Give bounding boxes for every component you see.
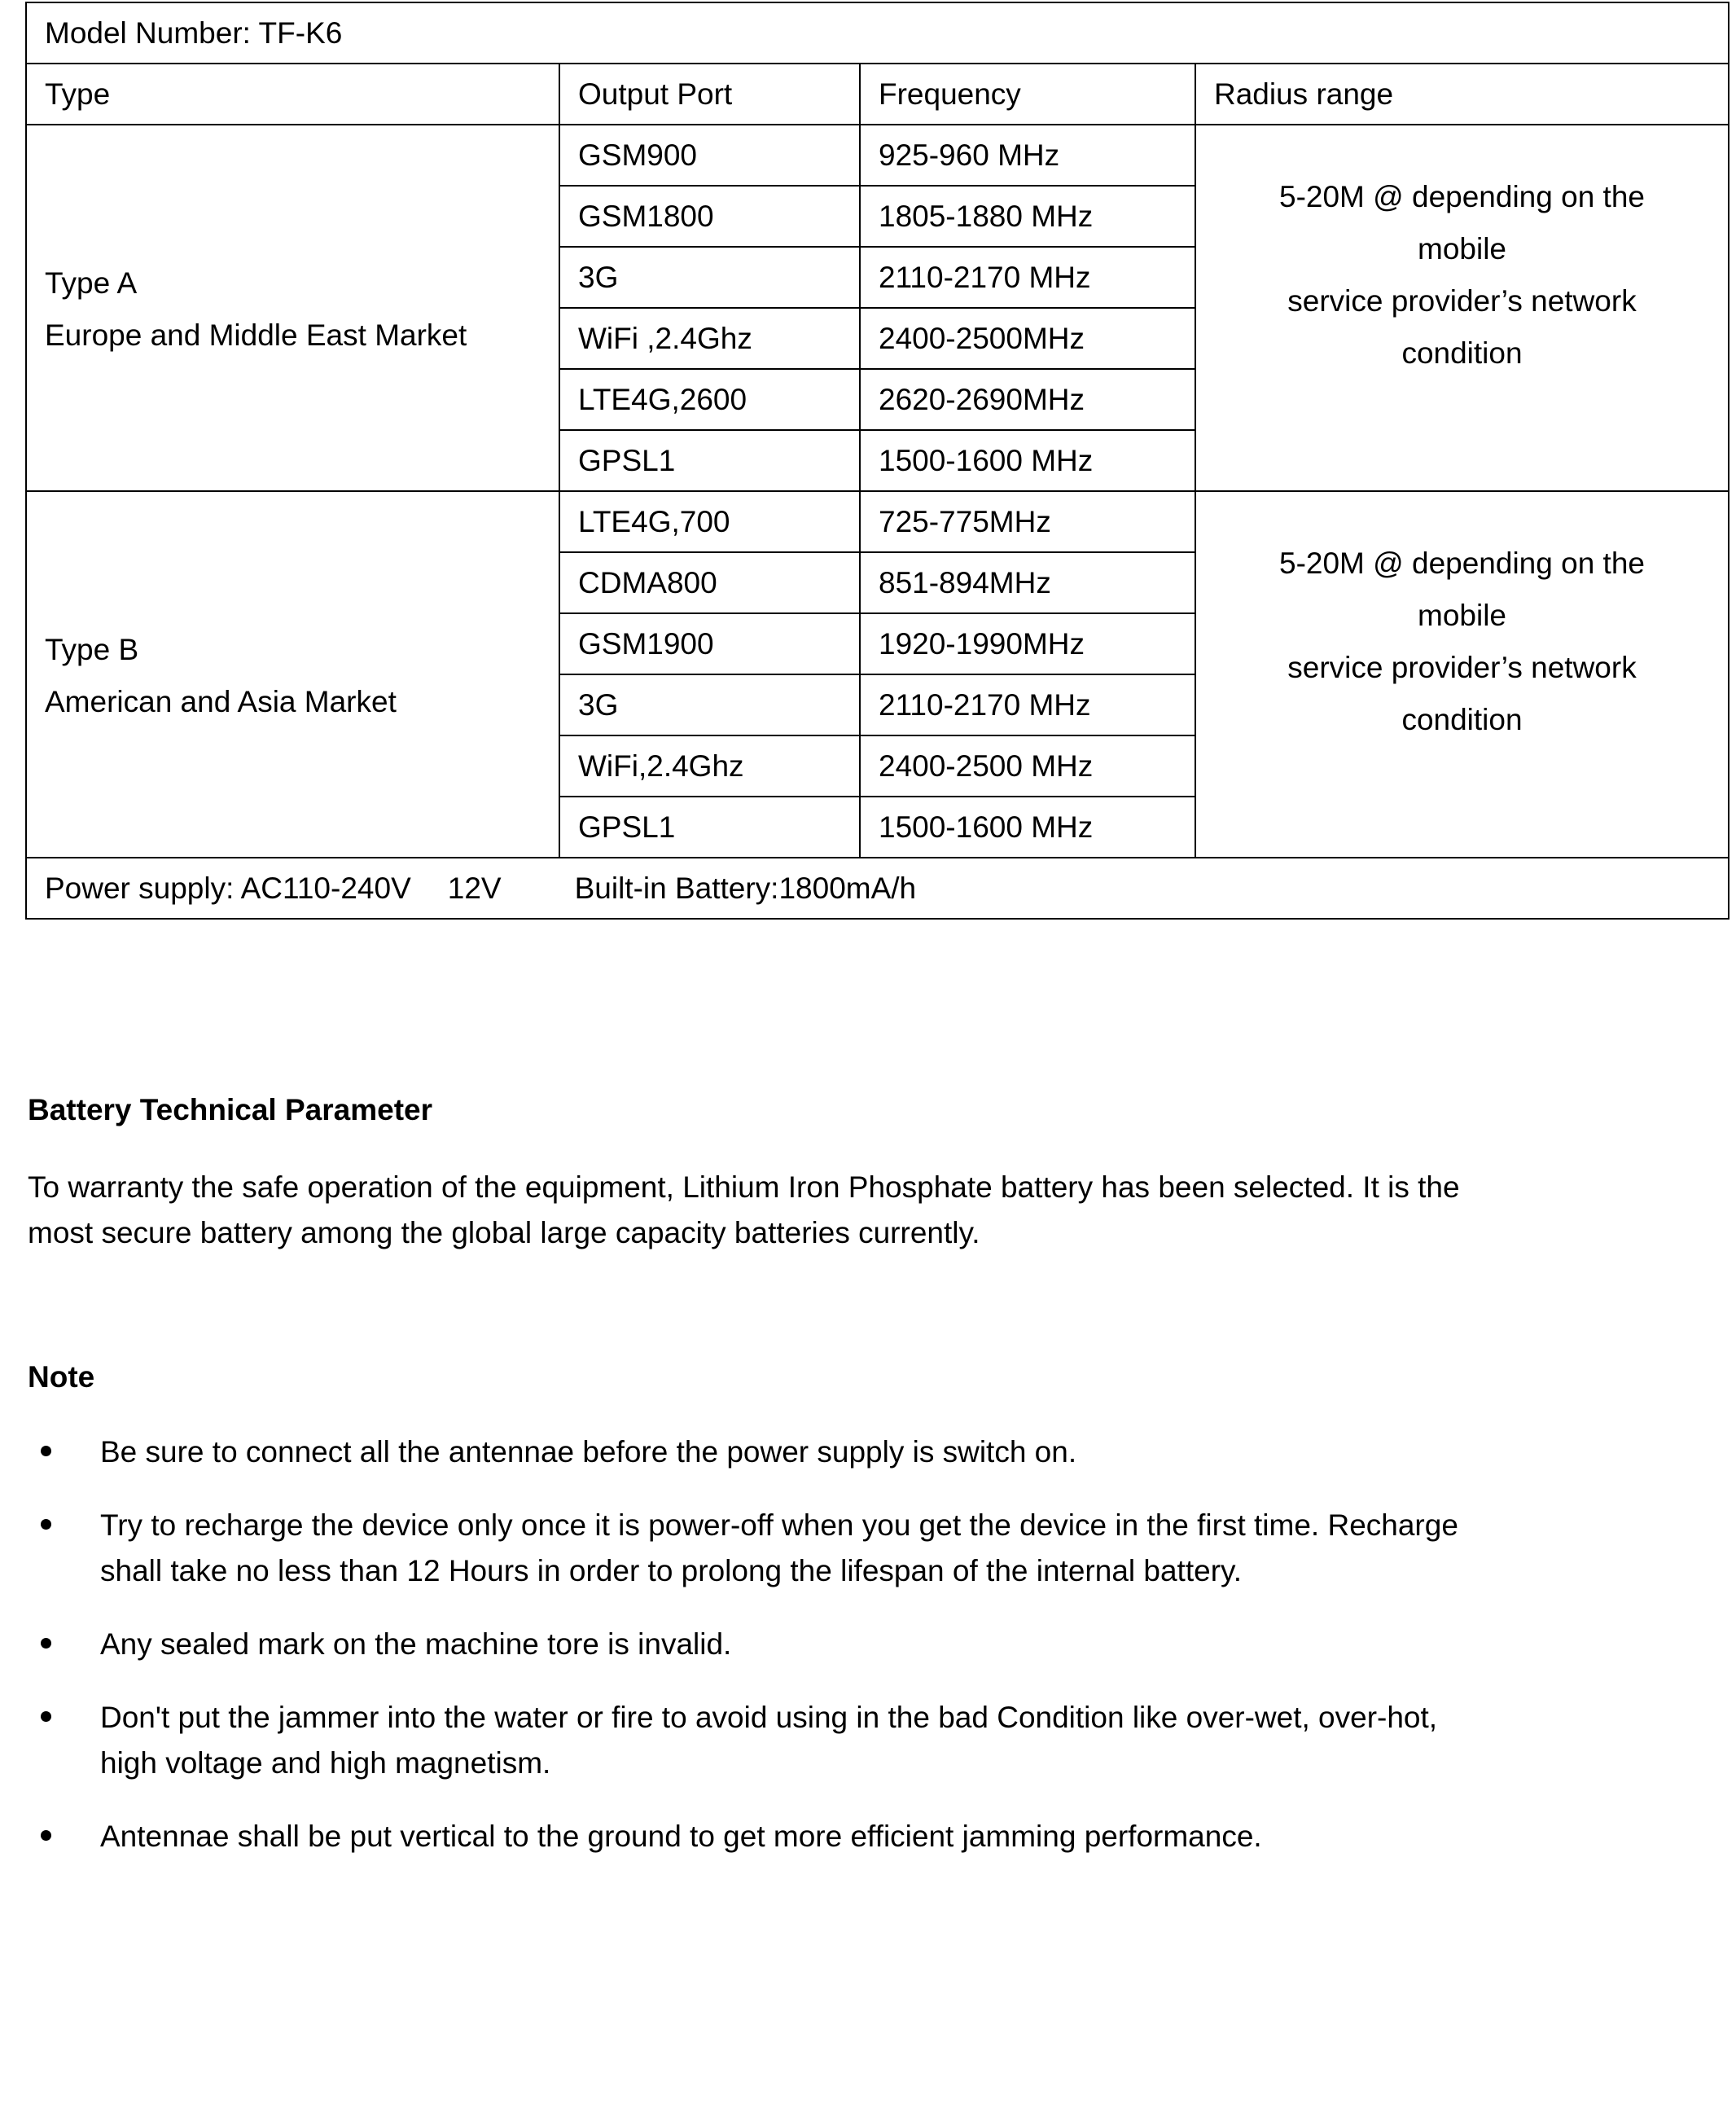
table-row	[26, 125, 1729, 186]
port: WiFi ,2.4Ghz	[559, 308, 860, 369]
list-item	[28, 1814, 1656, 1859]
list-item	[28, 1695, 1656, 1786]
spec-table	[25, 2, 1729, 920]
frequency: 1920-1990MHz	[860, 613, 1195, 674]
radius-cell	[1195, 125, 1729, 491]
port: LTE4G,2600	[559, 369, 860, 430]
header-output-port: Output Port	[559, 64, 860, 125]
frequency: 2400-2500MHz	[860, 308, 1195, 369]
radius-line: service provider’s network	[1287, 284, 1637, 318]
radius-line: 5-20M @ depending on the	[1279, 547, 1645, 580]
power-voltage: 12V	[447, 871, 502, 905]
frequency: 851-894MHz	[860, 552, 1195, 613]
header-radius-range: Radius range	[1195, 64, 1729, 125]
port: 3G	[559, 247, 860, 308]
bullet-icon	[41, 1446, 51, 1456]
item-line: Be sure to connect all the antennae before the power supply is switch on.	[100, 1435, 1077, 1469]
frequency: 2620-2690MHz	[860, 369, 1195, 430]
model-row	[26, 2, 1729, 64]
item-line: shall take no less than 12 Hours in order to prolong the lifespan of the internal battery.	[100, 1554, 1243, 1587]
item-line: Don't put the jammer into the water or fire to avoid using in the bad Condition like over-wet, over-hot,	[100, 1701, 1438, 1734]
power-cell	[26, 858, 1729, 919]
bullet-icon	[41, 1638, 51, 1649]
item-line: Any sealed mark on the machine tore is invalid.	[100, 1627, 732, 1661]
port: GPSL1	[559, 430, 860, 491]
frequency: 725-775MHz	[860, 491, 1195, 552]
radius-line: service provider’s network	[1287, 651, 1637, 684]
header-row	[26, 64, 1729, 125]
port: GPSL1	[559, 797, 860, 858]
table-row	[26, 491, 1729, 552]
battery-heading: Battery Technical Parameter	[28, 1093, 432, 1126]
type-a-cell	[26, 125, 559, 491]
frequency: 1805-1880 MHz	[860, 186, 1195, 247]
type-b-cell	[26, 491, 559, 858]
power-supply: Power supply: AC110-240V	[45, 871, 411, 905]
list-item	[28, 1503, 1656, 1594]
frequency: 2400-2500 MHz	[860, 735, 1195, 797]
item-line: Try to recharge the device only once it is power-off when you get the device in the first time. Recharge	[100, 1508, 1458, 1542]
header-frequency: Frequency	[860, 64, 1195, 125]
market: Europe and Middle East Market	[45, 318, 467, 352]
frequency: 1500-1600 MHz	[860, 430, 1195, 491]
radius-line: condition	[1401, 703, 1523, 736]
paragraph-line: To warranty the safe operation of the equipment, Lithium Iron Phosphate battery has been selected. It is the	[28, 1170, 1460, 1204]
frequency: 2110-2170 MHz	[860, 674, 1195, 735]
list-item	[28, 1622, 1656, 1667]
radius-cell	[1195, 491, 1729, 858]
frequency: 2110-2170 MHz	[860, 247, 1195, 308]
port: 3G	[559, 674, 860, 735]
note-list	[28, 1429, 1656, 1887]
header-type: Type	[26, 64, 559, 125]
item-line: Antennae shall be put vertical to the ground to get more efficient jamming performance.	[100, 1820, 1262, 1853]
model-number: Model Number: TF-K6	[26, 2, 1729, 64]
port: GSM1800	[559, 186, 860, 247]
list-item	[28, 1429, 1656, 1475]
port: GSM900	[559, 125, 860, 186]
radius-line: condition	[1401, 336, 1523, 370]
power-row	[26, 858, 1729, 919]
type-name: Type B	[45, 633, 139, 666]
bullet-icon	[41, 1830, 51, 1841]
port: WiFi,2.4Ghz	[559, 735, 860, 797]
port: LTE4G,700	[559, 491, 860, 552]
paragraph-line: most secure battery among the global large capacity batteries currently.	[28, 1216, 980, 1249]
built-in-battery: Built-in Battery:1800mA/h	[574, 871, 917, 905]
radius-line: mobile	[1418, 232, 1506, 266]
note-heading: Note	[28, 1360, 95, 1394]
bullet-icon	[41, 1519, 51, 1530]
port: CDMA800	[559, 552, 860, 613]
frequency: 925-960 MHz	[860, 125, 1195, 186]
frequency: 1500-1600 MHz	[860, 797, 1195, 858]
item-line: high voltage and high magnetism.	[100, 1746, 551, 1780]
battery-paragraph	[28, 1165, 1640, 1256]
radius-line: mobile	[1418, 599, 1506, 632]
market: American and Asia Market	[45, 685, 397, 718]
radius-line: 5-20M @ depending on the	[1279, 180, 1645, 213]
bullet-icon	[41, 1711, 51, 1722]
port: GSM1900	[559, 613, 860, 674]
type-name: Type A	[45, 266, 138, 300]
